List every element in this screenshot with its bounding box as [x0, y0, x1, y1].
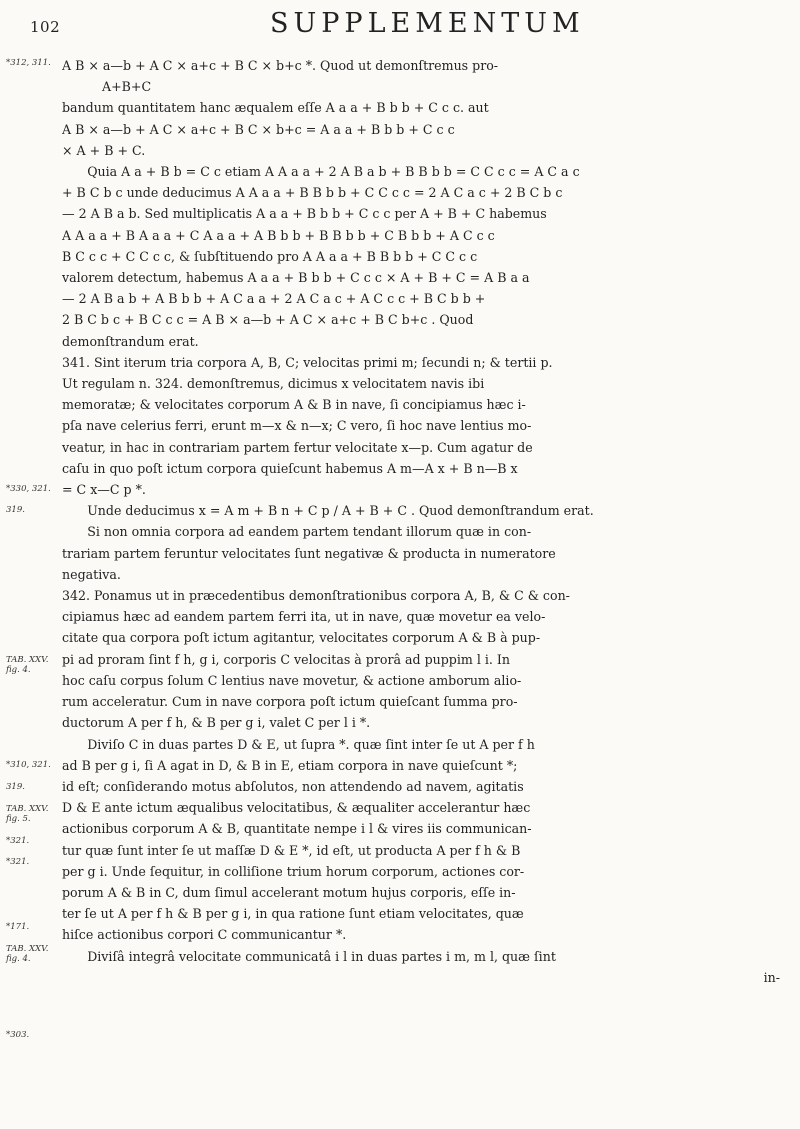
margin-note: *171. [6, 922, 30, 932]
text-line: — 2 A B a b + A B b b + A C a a + 2 A C a c + A C c c + B C b b + [62, 291, 486, 307]
page-header [30, 8, 780, 48]
text-line: A B × a—b + A C × a+c + B C × b+c = A a a + B b b + C c c [62, 121, 455, 137]
text-line: A B × a—b + A C × a+c + B C × b+c *. Quod ut demonſtremus pro- [62, 58, 499, 73]
margin-note: *321. [6, 857, 30, 867]
margin-note: *330, 321. [6, 484, 51, 494]
text-line: cipiamus hæc ad eandem partem ferri ita, ut in nave, quæ movetur ea velo- [62, 609, 546, 625]
margin-note: *312, 311. [6, 58, 51, 68]
text-line: ductorum A per f h, & B per g i, valet C per l i *. [62, 715, 371, 731]
text-line: D & E ante ictum æqualibus velocitatibus, & æqualiter accelerantur hæc [62, 800, 531, 816]
text-line: Ut regulam n. 324. demonſtremus, dicimus x velocitatem navis ibi [62, 376, 485, 392]
margin-note: *321. [6, 836, 30, 846]
text-line: Quia A a + B b = C c etiam A A a a + 2 A B a b + B B b b = C C c c = A C a c [87, 164, 580, 180]
text-line: valorem detectum, habemus A a a + B b b + C c c × A + B + C = A B a a [62, 270, 530, 286]
page-number: 102 [30, 18, 61, 36]
text-line: id eſt; conſiderando motus abſolutos, non attendendo ad navem, agitatis [62, 778, 524, 794]
text-line: ter ſe ut A per f h & B per g i, in qua ratione ſunt etiam velocitates, quæ [62, 906, 524, 922]
section-342: 342. Ponamus ut in præcedentibus demonſtrationibus corpora A, B, & C & con- [62, 588, 570, 604]
text-line: demonſtrandum erat. [62, 333, 199, 349]
text-line: = C x—C p *. [62, 482, 146, 498]
margin-note: *303. [6, 1030, 30, 1040]
margin-note: TAB. XXV. fig. 4. [6, 944, 49, 964]
text-line: tur quæ ſunt inter ſe ut maſſæ D & E *, id eſt, ut producta A per f h & B [62, 842, 521, 858]
text-line: veatur, in hac in contrariam partem fertur velocitate x—p. Cum agatur de [62, 439, 533, 455]
text-line: B C c c + C C c c, & ſubſtituendo pro A A a a + B B b b + C C c c [62, 248, 478, 264]
text-line: Si non omnia corpora ad eandem partem tendant illorum quæ in con- [87, 524, 532, 540]
text-line: Diviſâ integrâ velocitate communicatâ i l in duas partes i m, m l, quæ ſint [87, 948, 556, 964]
text-line: per g i. Unde ſequitur, in colliſione trium horum corporum, actiones cor- [62, 863, 525, 879]
text-line: Diviſo C in duas partes D & E, ut ſupra *. quæ ſint inter ſe ut A per f h [87, 736, 535, 752]
text-line: negativa. [62, 566, 121, 582]
text-line: pſa nave celerius ferri, erunt m—x & n—x; C vero, ſi hoc nave lentius mo- [62, 418, 532, 434]
text-line: bandum quantitatem hanc æqualem eſſe A a a + B b b + C c c. aut [62, 100, 489, 116]
text-line: 2 B C b c + B C c c = A B × a—b + A C × a+c + B C b+c . Quod [62, 312, 474, 328]
text-line: + B C b c unde deducimus A A a a + B B b b + C C c c = 2 A C a c + 2 B C b c [62, 185, 563, 201]
page-body [62, 55, 780, 988]
margin-notes [0, 0, 60, 1129]
text-line: memoratæ; & velocitates corporum A & B in nave, ſi concipiamus hæc i- [62, 397, 526, 413]
text-line: pi ad proram ſint f h, g i, corporis C velocitas à prorâ ad puppim l i. In [62, 651, 510, 667]
text-line: caſu in quo poſt ictum corpora quieſcunt habemus A m—A x + B n—B x [62, 460, 518, 476]
text-line: A+B+C [102, 79, 152, 95]
margin-note: TAB. XXV. fig. 5. [6, 804, 49, 824]
text-line: citate qua corpora poſt ictum agitantur, velocitates corporum A & B à pup- [62, 630, 541, 646]
margin-note: TAB. XXV. fig. 4. [6, 655, 49, 675]
text-line: A A a a + B A a a + C A a a + A B b b + B B b b + C B b b + A C c c [62, 227, 495, 243]
margin-note: 319. [6, 505, 25, 515]
text-line: hoc caſu corpus ſolum C lentius nave movetur, & actione amborum alio- [62, 672, 522, 688]
section-341: 341. Sint iterum tria corpora A, B, C; velocitas primi m; ſecundi n; & tertii p. [62, 354, 553, 370]
text-line: Unde deducimus x = A m + B n + C p / A + B + C . Quod demonſtrandum erat. [87, 503, 594, 519]
text-line: × A + B + C. [62, 142, 146, 158]
margin-note: *310, 321. [6, 760, 51, 770]
running-title: SUPPLEMENTUM [270, 8, 585, 39]
text-line: porum A & B in C, dum ſimul accelerant motum hujus corporis, eſſe in- [62, 884, 516, 900]
catchword: in- [763, 969, 780, 985]
text-line: ad B per g i, ſi A agat in D, & B in E, etiam corpora in nave quieſcunt *; [62, 757, 518, 773]
text-line: trariam partem feruntur velocitates ſunt negativæ & producta in numeratore [62, 545, 556, 561]
margin-note: 319. [6, 782, 25, 792]
text-line: hiſce actionibus corpori C communicantur *. [62, 927, 347, 943]
text-line: — 2 A B a b. Sed multiplicatis A a a + B b b + C c c per A + B + C habemus [62, 206, 547, 222]
text-line: rum acceleratur. Cum in nave corpora poſt ictum quieſcant ſumma pro- [62, 694, 518, 710]
text-line: actionibus corporum A & B, quantitate nempe i l & vires iis communican- [62, 821, 532, 837]
